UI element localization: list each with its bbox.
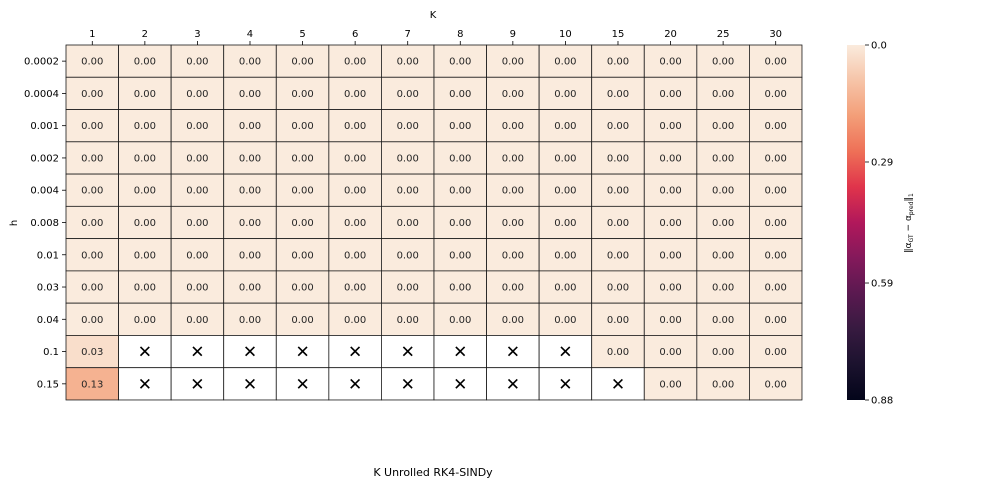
cell-value-label: 0.00 (81, 88, 104, 100)
x-tick-label: 7 (404, 29, 411, 40)
cell-value-label: 0.00 (711, 185, 735, 197)
cell-value-label: 0.00 (659, 314, 682, 326)
cell-value-label: 0.00 (186, 217, 209, 229)
cell-value-label: 0.00 (291, 314, 314, 326)
colorbar-label-sub-gt: GT (908, 234, 915, 243)
cell-value-label: 0.00 (554, 56, 577, 68)
cell-value-label: 0.00 (764, 185, 787, 197)
cell-value-label: 0.00 (659, 379, 682, 391)
missing-marker: ✕ (400, 374, 415, 395)
cell-value-label: 0.00 (238, 314, 262, 326)
cell-value-label: 0.00 (606, 347, 630, 359)
missing-marker: ✕ (242, 342, 258, 363)
cell-value-label: 0.00 (449, 314, 472, 326)
colorbar-tick-label: 0.88 (871, 395, 894, 407)
missing-marker: ✕ (453, 374, 468, 395)
cell-value-label: 0.00 (659, 88, 682, 100)
cell-value-label: 0.00 (764, 250, 787, 262)
cell-value-label: 0.00 (501, 314, 524, 326)
cell-value-label: 0.00 (659, 56, 682, 68)
cell-value-label: 0.00 (449, 250, 472, 262)
cell-value-label: 0.00 (291, 185, 314, 197)
cell-value-label: 0.00 (711, 347, 735, 359)
cell-value-label: 0.03 (81, 347, 104, 359)
y-tick-label: 0.1 (43, 347, 59, 359)
cell-value-label: 0.00 (554, 121, 577, 133)
cell-value-label: 0.00 (81, 282, 104, 294)
cell-value-label: 0.00 (449, 185, 472, 197)
cell-value-label: 0.00 (291, 121, 314, 133)
cell-value-label: 0.00 (554, 250, 577, 262)
cell-value-label: 0.00 (291, 282, 314, 294)
missing-marker: ✕ (190, 342, 205, 363)
y-tick-label: 0.15 (36, 379, 59, 391)
y-tick-label: 0.04 (36, 314, 59, 326)
colorbar-tick-label: 0.29 (871, 157, 894, 169)
cell-value-label: 0.00 (606, 185, 630, 197)
cell-value-label: 0.00 (764, 314, 787, 326)
cell-value-label: 0.00 (291, 56, 314, 68)
cell-value-label: 0.00 (659, 217, 682, 229)
cell-value-label: 0.00 (711, 314, 735, 326)
y-axis-label: h (9, 219, 20, 227)
cell-value-label: 0.00 (396, 250, 419, 262)
colorbar-label-end: ‖ (904, 196, 914, 202)
cell-value-label: 0.00 (186, 314, 209, 326)
colorbar-label-mid: − α (904, 215, 914, 235)
x-tick-label: 9 (509, 29, 517, 40)
missing-marker: ✕ (242, 374, 258, 395)
cell-value-label: 0.00 (449, 88, 472, 100)
colorbar-label (904, 193, 915, 253)
cell-value-label: 0.00 (501, 217, 524, 229)
cell-value-label: 0.00 (186, 250, 209, 262)
cell-value-label: 0.00 (659, 153, 682, 165)
y-tick-label: 0.03 (36, 282, 59, 294)
cell-value-label: 0.00 (554, 217, 577, 229)
cell-value-label: 0.00 (81, 250, 104, 262)
cell-value-label: 0.00 (344, 250, 367, 262)
missing-marker: ✕ (190, 374, 205, 395)
missing-marker: ✕ (505, 342, 520, 363)
cell-value-label: 0.00 (606, 121, 630, 133)
cell-value-label: 0.00 (711, 153, 735, 165)
cell-value-label: 0.00 (711, 121, 735, 133)
heatmap-cells (66, 45, 802, 400)
colorbar-tick-label: 0.0 (871, 40, 887, 52)
cell-value-label: 0.00 (711, 56, 735, 68)
cell-value-label: 0.00 (186, 282, 209, 294)
cell-value-label: 0.00 (396, 56, 419, 68)
cell-value-label: 0.00 (711, 282, 735, 294)
cell-value-label: 0.00 (764, 347, 787, 359)
cell-value-label: 0.00 (81, 121, 104, 133)
cell-value-label: 0.00 (344, 56, 367, 68)
cell-value-label: 0.00 (344, 314, 367, 326)
x-tick-label: 30 (769, 29, 783, 40)
cell-value-label: 0.00 (344, 282, 367, 294)
cell-value-label: 0.00 (396, 153, 419, 165)
cell-value-label: 0.00 (554, 185, 577, 197)
y-tick-label: 0.01 (36, 250, 59, 262)
y-tick-label: 0.0004 (24, 88, 59, 100)
y-axis-ticks (24, 57, 66, 391)
cell-value-label: 0.00 (606, 314, 630, 326)
missing-marker: ✕ (137, 342, 152, 363)
y-tick-label: 0.001 (30, 121, 59, 133)
cell-value-label: 0.00 (133, 282, 156, 294)
x-tick-label: 5 (299, 29, 306, 40)
missing-marker: ✕ (295, 374, 310, 395)
cell-value-label: 0.00 (344, 153, 367, 165)
cell-value-label: 0.00 (291, 153, 314, 165)
missing-marker: ✕ (610, 374, 626, 395)
cell-value-label: 0.00 (659, 282, 682, 294)
missing-marker: ✕ (295, 342, 310, 363)
cell-value-label: 0.00 (396, 121, 419, 133)
cell-value-label: 0.00 (659, 121, 682, 133)
cell-value-label: 0.00 (186, 185, 209, 197)
x-tick-label: 6 (351, 29, 359, 40)
cell-value-label: 0.00 (449, 282, 472, 294)
x-tick-label: 4 (246, 29, 254, 40)
cell-value-label: 0.00 (711, 250, 735, 262)
cell-value-label: 0.00 (711, 217, 735, 229)
colorbar-ticks (865, 41, 893, 407)
cell-value-label: 0.00 (186, 121, 209, 133)
cell-value-label: 0.00 (186, 88, 209, 100)
y-tick-label: 0.004 (30, 185, 59, 197)
cell-value-label: 0.00 (711, 379, 735, 391)
cell-value-label: 0.00 (238, 185, 262, 197)
cell-value-label: 0.00 (81, 185, 104, 197)
cell-value-label: 0.00 (186, 153, 209, 165)
colorbar-label-main: ‖α (904, 242, 914, 253)
cell-value-label: 0.00 (554, 153, 577, 165)
cell-value-label: 0.00 (186, 56, 209, 68)
cell-value-label: 0.00 (344, 121, 367, 133)
cell-value-label: 0.00 (711, 88, 735, 100)
cell-value-label: 0.00 (238, 153, 262, 165)
x-tick-label: 1 (89, 29, 96, 40)
missing-marker: ✕ (505, 374, 520, 395)
cell-value-label: 0.00 (81, 314, 104, 326)
cell-value-label: 0.00 (238, 250, 262, 262)
x-axis-ticks (89, 29, 782, 45)
cell-value-label: 0.00 (81, 217, 104, 229)
cell-value-label: 0.00 (81, 56, 104, 68)
cell-value-label: 0.00 (554, 88, 577, 100)
cell-value-label: 0.00 (606, 153, 630, 165)
x-tick-label: 10 (559, 29, 572, 40)
cell-value-label: 0.00 (133, 185, 156, 197)
cell-value-label: 0.00 (344, 88, 367, 100)
cell-value-label: 0.00 (501, 56, 524, 68)
chart-title: K Unrolled RK4-SINDy (373, 466, 493, 479)
cell-value-label: 0.00 (501, 121, 524, 133)
cell-value-label: 0.00 (606, 217, 630, 229)
cell-value-label: 0.00 (606, 56, 630, 68)
x-tick-label: 20 (664, 29, 677, 40)
cell-value-label: 0.00 (133, 88, 156, 100)
cell-value-label: 0.00 (764, 379, 787, 391)
cell-value-label: 0.00 (238, 282, 262, 294)
cell-value-label: 0.00 (501, 185, 524, 197)
x-tick-label: 15 (611, 29, 625, 40)
cell-value-label: 0.00 (133, 153, 156, 165)
cell-value-label: 0.00 (659, 185, 682, 197)
cell-value-label: 0.00 (449, 217, 472, 229)
missing-marker: ✕ (558, 374, 573, 395)
cell-value-label: 0.00 (291, 88, 314, 100)
x-tick-label: 25 (716, 29, 730, 40)
cell-value-label: 0.00 (659, 347, 682, 359)
cell-value-label: 0.00 (81, 153, 104, 165)
cell-value-label: 0.00 (238, 217, 262, 229)
y-tick-label: 0.0002 (24, 56, 59, 68)
cell-value-label: 0.00 (606, 88, 630, 100)
cell-value-label: 0.00 (501, 153, 524, 165)
cell-value-label: 0.00 (764, 121, 787, 133)
cell-value-label: 0.00 (606, 250, 630, 262)
missing-marker: ✕ (137, 374, 152, 395)
x-tick-label: 8 (457, 29, 464, 40)
cell-value-label: 0.00 (133, 217, 156, 229)
x-axis-label: K (429, 10, 437, 21)
cell-value-label: 0.00 (133, 314, 156, 326)
cell-value-label: 0.00 (449, 153, 472, 165)
cell-value-label: 0.00 (501, 282, 524, 294)
missing-marker: ✕ (400, 342, 415, 363)
cell-value-label: 0.00 (344, 217, 367, 229)
cell-value-label: 0.00 (133, 121, 156, 133)
cell-value-label: 0.00 (133, 250, 156, 262)
cell-value-label: 0.00 (396, 217, 419, 229)
cell-value-label: 0.00 (396, 282, 419, 294)
cell-value-label: 0.00 (344, 185, 367, 197)
missing-marker: ✕ (453, 342, 468, 363)
colorbar-label-sub-1: 1 (908, 193, 915, 197)
cell-value-label: 0.00 (764, 56, 787, 68)
cell-value-label: 0.00 (396, 314, 419, 326)
cell-value-label: 0.00 (396, 88, 419, 100)
x-tick-label: 3 (194, 29, 201, 40)
cell-value-label: 0.00 (764, 88, 787, 100)
cell-value-label: 0.00 (764, 217, 787, 229)
missing-marker: ✕ (558, 342, 573, 363)
cell-value-label: 0.00 (396, 185, 419, 197)
cell-value-label: 0.00 (238, 121, 262, 133)
colorbar (847, 45, 865, 400)
cell-value-label: 0.00 (238, 56, 262, 68)
cell-value-label: 0.00 (449, 56, 472, 68)
y-tick-label: 0.002 (30, 153, 59, 165)
cell-value-label: 0.00 (133, 56, 156, 68)
colorbar-label-sub-pred: pred (908, 201, 915, 216)
cell-value-label: 0.00 (501, 88, 524, 100)
cell-value-label: 0.00 (659, 250, 682, 262)
cell-value-label: 0.00 (554, 314, 577, 326)
cell-value-label: 0.13 (81, 379, 104, 391)
cell-value-label: 0.00 (764, 282, 787, 294)
cell-value-label: 0.00 (449, 121, 472, 133)
cell-value-label: 0.00 (291, 217, 314, 229)
cell-value-label: 0.00 (606, 282, 630, 294)
colorbar-tick-label: 0.59 (871, 278, 894, 290)
missing-marker: ✕ (348, 342, 363, 363)
x-tick-label: 2 (141, 29, 149, 40)
missing-marker: ✕ (348, 374, 363, 395)
cell-value-label: 0.00 (554, 282, 577, 294)
cell-value-label: 0.00 (238, 88, 262, 100)
y-tick-label: 0.008 (30, 217, 59, 229)
cell-value-label: 0.00 (501, 250, 524, 262)
cell-value-label: 0.00 (291, 250, 314, 262)
cell-value-label: 0.00 (764, 153, 787, 165)
